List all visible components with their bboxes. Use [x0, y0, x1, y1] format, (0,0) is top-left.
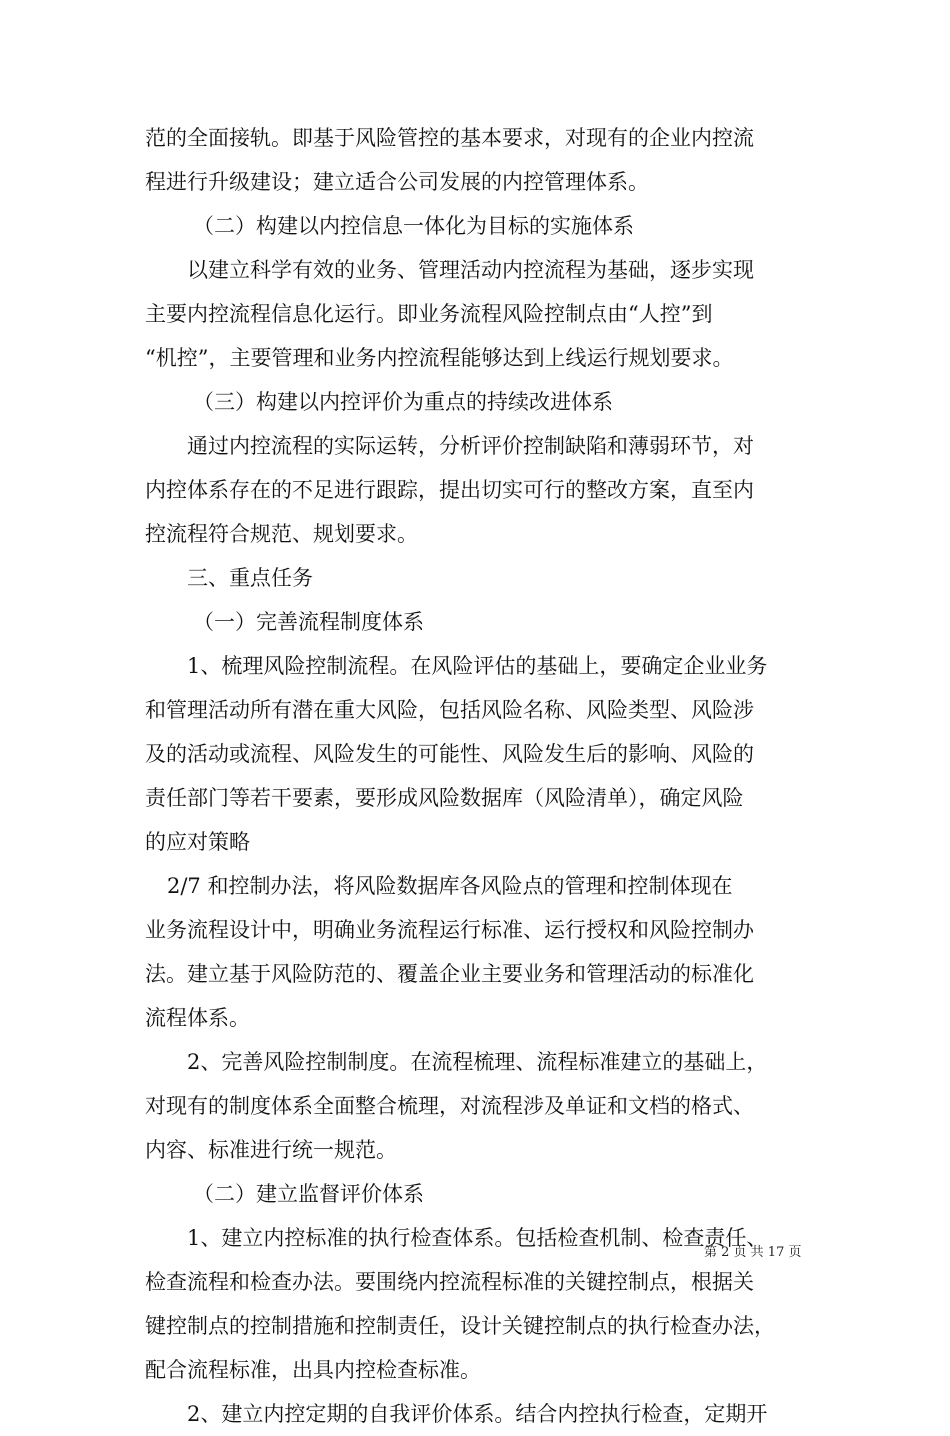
body-line: 范的全面接轨。即基于风险管控的基本要求，对现有的企业内控流 [145, 126, 754, 150]
chapter-heading: 三、重点任务 [187, 566, 313, 590]
document-body [145, 116, 810, 1436]
body-line: 法。建立基于风险防范的、覆盖企业主要业务和管理活动的标准化 [145, 962, 754, 986]
body-line: 主要内控流程信息化运行。即业务流程风险控制点由“人控”到 [145, 302, 713, 326]
page-number-footer: 第 2 页 共 17 页 [704, 1245, 802, 1260]
body-line: 配合流程标准，出具内控检查标准。 [145, 1358, 481, 1382]
body-line: 键控制点的控制措施和控制责任，设计关键控制点的执行检查办法， [145, 1314, 775, 1338]
body-line: 内容、标准进行统一规范。 [145, 1138, 397, 1162]
body-line: 的应对策略 [145, 830, 250, 854]
section-heading: （三）构建以内控评价为重点的持续改进体系 [193, 390, 613, 414]
body-line: 和管理活动所有潜在重大风险，包括风险名称、风险类型、风险涉 [145, 698, 754, 722]
body-line: 内控体系存在的不足进行跟踪，提出切实可行的整改方案，直至内 [145, 478, 754, 502]
body-line: 业务流程设计中，明确业务流程运行标准、运行授权和风险控制办 [145, 918, 754, 942]
section-heading: （二）构建以内控信息一体化为目标的实施体系 [193, 214, 634, 238]
body-line: “机控”，主要管理和业务内控流程能够达到上线运行规划要求。 [145, 346, 734, 370]
section-heading: （一）完善流程制度体系 [193, 610, 424, 634]
body-line: 流程体系。 [145, 1006, 250, 1030]
section-heading: （二）建立监督评价体系 [193, 1182, 424, 1206]
paragraph-first-line: 1、建立内控标准的执行检查体系。包括检查机制、检查责任、 [187, 1226, 768, 1250]
paragraph-first-line: 通过内控流程的实际运转，分析评价控制缺陷和薄弱环节，对 [187, 434, 754, 458]
paragraph-first-line: 1、梳理风险控制流程。在风险评估的基础上，要确定企业业务 [187, 654, 768, 678]
paragraph-first-line: 2/7 和控制办法，将风险数据库各风险点的管理和控制体现在 [167, 874, 733, 898]
body-line: 对现有的制度体系全面整合梳理，对流程涉及单证和文档的格式、 [145, 1094, 754, 1118]
paragraph-first-line: 2、建立内控定期的自我评价体系。结合内控执行检查，定期开 [187, 1402, 768, 1426]
paragraph-first-line: 以建立科学有效的业务、管理活动内控流程为基础，逐步实现 [187, 258, 754, 282]
body-line: 控流程符合规范、规划要求。 [145, 522, 418, 546]
body-line: 责任部门等若干要素，要形成风险数据库（风险清单），确定风险 [145, 786, 744, 810]
body-line: 检查流程和检查办法。要围绕内控流程标准的关键控制点，根据关 [145, 1270, 754, 1294]
body-line: 及的活动或流程、风险发生的可能性、风险发生后的影响、风险的 [145, 742, 754, 766]
paragraph-first-line: 2、完善风险控制制度。在流程梳理、流程标准建立的基础上， [187, 1050, 768, 1074]
body-line: 程进行升级建设；建立适合公司发展的内控管理体系。 [145, 170, 649, 194]
